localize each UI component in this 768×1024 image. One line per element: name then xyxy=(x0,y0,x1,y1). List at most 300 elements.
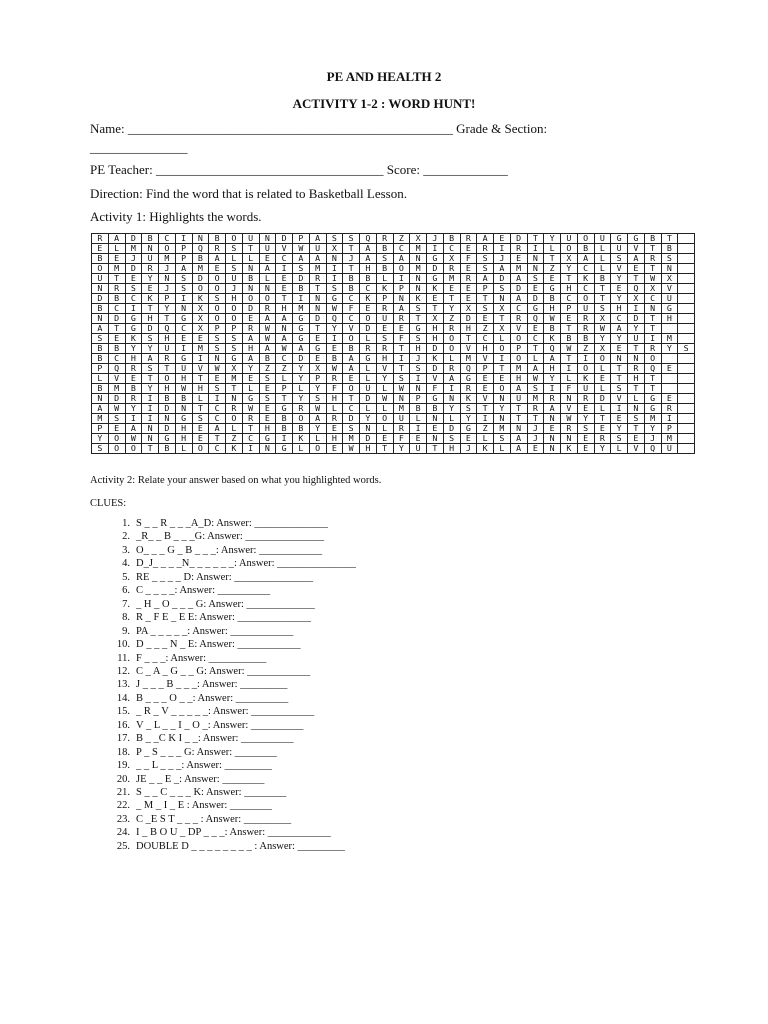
grid-cell: T xyxy=(159,314,176,324)
grid-cell: A xyxy=(343,354,360,364)
grid-row xyxy=(92,344,695,354)
grid-cell: I xyxy=(477,414,494,424)
grid-cell: M xyxy=(443,274,460,284)
grid-cell: T xyxy=(108,274,125,284)
grid-cell xyxy=(661,324,678,334)
grid-cell: Y xyxy=(142,344,159,354)
grid-cell: Y xyxy=(393,444,410,454)
grid-cell xyxy=(678,234,695,244)
grid-cell: E xyxy=(175,334,192,344)
grid-cell: T xyxy=(209,434,226,444)
grid-cell: M xyxy=(293,304,310,314)
clue-item xyxy=(116,679,288,691)
grid-cell: R xyxy=(376,234,393,244)
grid-cell: R xyxy=(644,254,661,264)
grid-cell: B xyxy=(544,324,561,334)
grid-cell: L xyxy=(594,364,611,374)
grid-cell: L xyxy=(360,334,377,344)
grid-cell: A xyxy=(494,264,511,274)
grid-cell: N xyxy=(661,264,678,274)
grid-cell: I xyxy=(276,434,293,444)
clue-text: F _ _ _: Answer: ___________ xyxy=(136,652,267,664)
clue-number: 8. xyxy=(122,612,130,624)
grid-cell: G xyxy=(293,334,310,344)
clue-item xyxy=(116,719,304,731)
grid-cell: X xyxy=(594,314,611,324)
grid-cell: I xyxy=(175,294,192,304)
grid-row xyxy=(92,304,695,314)
grid-cell: P xyxy=(376,294,393,304)
clue-text: R _ F E _ E E: Answer: ______________ xyxy=(136,612,311,624)
grid-cell: A xyxy=(293,344,310,354)
grid-cell: V xyxy=(477,394,494,404)
grid-cell: I xyxy=(628,304,645,314)
grid-cell: W xyxy=(393,384,410,394)
grid-cell: S xyxy=(443,434,460,444)
grid-cell: H xyxy=(276,304,293,314)
grid-cell: Y xyxy=(594,334,611,344)
grid-cell: N xyxy=(159,274,176,284)
grid-cell: B xyxy=(192,254,209,264)
grid-cell: A xyxy=(577,254,594,264)
clue-number: 23. xyxy=(116,813,130,825)
grid-cell: H xyxy=(427,334,444,344)
grid-cell: N xyxy=(209,354,226,364)
grid-cell: S xyxy=(108,414,125,424)
grid-cell: U xyxy=(577,384,594,394)
grid-cell: L xyxy=(443,354,460,364)
grid-row xyxy=(92,394,695,404)
clue-item xyxy=(116,733,294,745)
grid-cell: C xyxy=(443,244,460,254)
grid-cell: O xyxy=(376,414,393,424)
grid-cell: A xyxy=(477,274,494,284)
grid-cell: D xyxy=(494,274,511,284)
grid-cell: H xyxy=(159,334,176,344)
grid-cell: R xyxy=(242,414,259,424)
grid-cell: T xyxy=(309,324,326,334)
grid-cell: Z xyxy=(259,364,276,374)
grid-cell: B xyxy=(343,274,360,284)
grid-cell: I xyxy=(561,364,578,374)
grid-cell: A xyxy=(527,364,544,374)
grid-cell: L xyxy=(376,404,393,414)
grid-cell xyxy=(678,434,695,444)
grid-cell: Y xyxy=(661,344,678,354)
grid-cell: J xyxy=(460,444,477,454)
grid-cell: O xyxy=(644,354,661,364)
grid-cell: N xyxy=(309,304,326,314)
grid-cell: Y xyxy=(611,294,628,304)
grid-cell: T xyxy=(343,244,360,254)
clue-text: B _ _C K I _ _: Answer: __________ xyxy=(136,733,294,745)
grid-cell: S xyxy=(577,424,594,434)
grid-cell: K xyxy=(376,284,393,294)
grid-cell: S xyxy=(125,284,142,294)
grid-cell: P xyxy=(393,284,410,294)
grid-cell: O xyxy=(242,294,259,304)
grid-cell: S xyxy=(527,274,544,284)
grid-cell: I xyxy=(644,334,661,344)
grid-cell: A xyxy=(611,324,628,334)
grid-cell: L xyxy=(92,374,109,384)
grid-cell: I xyxy=(125,414,142,424)
grid-cell: T xyxy=(159,364,176,374)
grid-cell: Y xyxy=(644,424,661,434)
grid-cell: K xyxy=(360,294,377,304)
grid-cell: E xyxy=(460,294,477,304)
grid-cell: R xyxy=(326,414,343,424)
name-grade-line: Name: __________________________________________________ Grade & Section: xyxy=(90,121,548,136)
grid-cell: N xyxy=(309,294,326,304)
grid-cell: K xyxy=(142,294,159,304)
clue-number: 24. xyxy=(116,827,130,839)
grid-cell: E xyxy=(326,344,343,354)
grid-cell: S xyxy=(226,244,243,254)
grid-cell xyxy=(678,374,695,384)
grid-cell: L xyxy=(175,444,192,454)
grid-cell: N xyxy=(628,404,645,414)
grid-cell: Y xyxy=(460,414,477,424)
clue-text: P _ S _ _ _ G: Answer: ________ xyxy=(136,746,277,758)
grid-cell: N xyxy=(527,254,544,264)
grid-cell: S xyxy=(326,284,343,294)
clue-text: _ M _ I _ E : Answer: ________ xyxy=(136,800,272,812)
grid-cell: D xyxy=(527,294,544,304)
grid-cell: C xyxy=(644,294,661,304)
grid-cell: T xyxy=(343,394,360,404)
grid-cell: G xyxy=(226,354,243,364)
grid-cell: L xyxy=(477,434,494,444)
grid-cell: P xyxy=(92,364,109,374)
grid-cell: M xyxy=(159,254,176,264)
grid-cell: S xyxy=(175,274,192,284)
grid-cell: E xyxy=(494,234,511,244)
grid-cell xyxy=(678,314,695,324)
grid-cell: N xyxy=(443,394,460,404)
grid-cell: L xyxy=(242,384,259,394)
grade-section-line: _______________ xyxy=(90,140,188,155)
grid-cell xyxy=(678,324,695,334)
grid-cell: U xyxy=(661,294,678,304)
grid-cell: O xyxy=(159,374,176,384)
grid-cell: K xyxy=(544,334,561,344)
grid-cell: O xyxy=(577,234,594,244)
grid-cell: U xyxy=(410,444,427,454)
grid-cell: E xyxy=(242,374,259,384)
grid-cell: P xyxy=(510,344,527,354)
grid-cell: H xyxy=(561,284,578,294)
grid-cell: S xyxy=(393,374,410,384)
clue-item xyxy=(122,612,311,624)
grid-cell: E xyxy=(628,264,645,274)
grid-cell: T xyxy=(510,404,527,414)
clue-number: 15. xyxy=(116,706,130,718)
clue-number: 4. xyxy=(122,558,130,570)
grid-cell: P xyxy=(293,234,310,244)
grid-cell: S xyxy=(259,374,276,384)
grid-cell: F xyxy=(427,384,444,394)
grid-cell: C xyxy=(527,334,544,344)
grid-cell: D xyxy=(242,304,259,314)
grid-cell: D xyxy=(594,394,611,404)
grid-cell: P xyxy=(410,394,427,404)
grid-cell: V xyxy=(628,444,645,454)
grid-cell: T xyxy=(192,404,209,414)
grid-cell: B xyxy=(293,424,310,434)
grid-cell: H xyxy=(410,344,427,354)
grid-cell: I xyxy=(410,424,427,434)
grid-cell: O xyxy=(293,414,310,424)
grid-cell: L xyxy=(293,444,310,454)
grid-cell: G xyxy=(527,304,544,314)
grid-cell: E xyxy=(125,374,142,384)
grid-cell: N xyxy=(611,354,628,364)
grid-cell: H xyxy=(242,344,259,354)
grid-cell: N xyxy=(410,284,427,294)
grid-cell: V xyxy=(376,364,393,374)
grid-cell: P xyxy=(477,364,494,374)
grid-cell: A xyxy=(510,274,527,284)
grid-cell: I xyxy=(494,244,511,254)
grid-cell: B xyxy=(259,354,276,364)
grid-cell: A xyxy=(393,254,410,264)
clue-number: 13. xyxy=(116,679,130,691)
grid-cell: A xyxy=(393,304,410,314)
grid-cell: S xyxy=(678,344,695,354)
grid-cell: C xyxy=(209,404,226,414)
grid-cell: W xyxy=(276,344,293,354)
grid-cell: O xyxy=(209,274,226,284)
grid-cell: X xyxy=(661,274,678,284)
grid-cell: R xyxy=(628,364,645,374)
grid-cell: D xyxy=(628,314,645,324)
grid-cell: D xyxy=(427,364,444,374)
clue-item xyxy=(116,746,277,758)
grid-cell: Y xyxy=(544,234,561,244)
clue-item xyxy=(116,840,345,852)
grid-cell: S xyxy=(209,334,226,344)
grid-cell: L xyxy=(108,244,125,254)
grid-cell: G xyxy=(125,324,142,334)
grid-cell: A xyxy=(175,264,192,274)
grid-cell: T xyxy=(628,424,645,434)
grid-cell: I xyxy=(142,404,159,414)
grid-cell: Y xyxy=(142,384,159,394)
grid-cell: R xyxy=(108,284,125,294)
grid-cell: C xyxy=(561,294,578,304)
grid-cell: G xyxy=(242,394,259,404)
grid-cell: B xyxy=(410,404,427,414)
grid-cell: V xyxy=(510,324,527,334)
grid-cell: S xyxy=(477,254,494,264)
grid-cell: B xyxy=(577,334,594,344)
grid-cell: O xyxy=(494,384,511,394)
grid-row xyxy=(92,284,695,294)
grid-cell: N xyxy=(410,384,427,394)
grid-cell: K xyxy=(125,334,142,344)
grid-cell: N xyxy=(494,394,511,404)
grid-cell: S xyxy=(527,384,544,394)
grid-cell: O xyxy=(360,314,377,324)
grid-cell: B xyxy=(276,424,293,434)
grid-cell: R xyxy=(477,244,494,254)
grid-cell: S xyxy=(175,284,192,294)
grid-cell: C xyxy=(125,294,142,304)
grid-cell: H xyxy=(142,314,159,324)
grid-cell: B xyxy=(544,294,561,304)
grid-cell: A xyxy=(276,334,293,344)
grid-cell: Q xyxy=(108,364,125,374)
grid-cell: U xyxy=(226,274,243,284)
grid-cell: D xyxy=(510,234,527,244)
clue-number: 11. xyxy=(117,652,130,664)
grid-cell: O xyxy=(577,364,594,374)
grid-cell: S xyxy=(209,294,226,304)
grid-cell: R xyxy=(594,434,611,444)
grid-cell: D xyxy=(108,314,125,324)
grid-cell: P xyxy=(159,294,176,304)
activity2-instruction: Activity 2: Relate your answer based on what you highlighted words. xyxy=(90,475,382,486)
grid-cell: E xyxy=(460,284,477,294)
grid-cell: R xyxy=(259,304,276,314)
grid-cell: D xyxy=(142,324,159,334)
grid-cell: G xyxy=(427,254,444,264)
grid-cell: Y xyxy=(611,334,628,344)
grid-cell: E xyxy=(611,414,628,424)
grid-cell: X xyxy=(192,324,209,334)
grid-cell: P xyxy=(661,424,678,434)
grid-row xyxy=(92,294,695,304)
grid-cell: B xyxy=(293,284,310,294)
grid-cell: F xyxy=(326,384,343,394)
grid-cell: B xyxy=(108,294,125,304)
grid-cell: E xyxy=(259,414,276,424)
grid-cell: D xyxy=(159,424,176,434)
grid-cell: P xyxy=(92,424,109,434)
grid-cell: T xyxy=(477,404,494,414)
grid-cell: I xyxy=(326,274,343,284)
grid-cell: B xyxy=(594,274,611,284)
grid-cell: N xyxy=(259,444,276,454)
grid-cell: S xyxy=(661,254,678,264)
grid-cell: U xyxy=(92,274,109,284)
grid-cell: V xyxy=(343,324,360,334)
grid-cell: T xyxy=(527,234,544,244)
grid-cell: T xyxy=(628,274,645,284)
grid-cell: W xyxy=(561,344,578,354)
grid-cell: S xyxy=(494,284,511,294)
grid-cell: G xyxy=(309,344,326,354)
grid-cell: O xyxy=(226,304,243,314)
grid-cell: Y xyxy=(159,304,176,314)
grid-cell: H xyxy=(544,304,561,314)
grid-cell: X xyxy=(226,364,243,374)
grid-cell: S xyxy=(410,364,427,374)
grid-cell: J xyxy=(159,284,176,294)
grid-cell: E xyxy=(125,274,142,284)
grid-cell: V xyxy=(427,374,444,384)
grid-cell: G xyxy=(410,324,427,334)
grid-cell: B xyxy=(159,444,176,454)
grid-cell: L xyxy=(376,424,393,434)
grid-cell: T xyxy=(494,364,511,374)
grid-cell xyxy=(661,374,678,384)
grid-cell: C xyxy=(343,294,360,304)
grid-cell: L xyxy=(594,264,611,274)
grid-cell: G xyxy=(427,394,444,404)
grid-cell: E xyxy=(309,354,326,364)
grid-cell: T xyxy=(527,414,544,424)
clue-number: 16. xyxy=(116,719,130,731)
grid-cell: B xyxy=(427,404,444,414)
clue-number: 6. xyxy=(122,585,130,597)
grid-cell: N xyxy=(175,404,192,414)
grid-cell: I xyxy=(661,414,678,424)
grid-cell: A xyxy=(343,364,360,374)
grid-cell: A xyxy=(242,354,259,364)
grid-cell: D xyxy=(360,394,377,404)
grid-cell: T xyxy=(376,444,393,454)
grid-cell xyxy=(678,394,695,404)
grid-row xyxy=(92,354,695,364)
grid-cell: S xyxy=(309,394,326,404)
grid-cell: H xyxy=(226,294,243,304)
grid-cell: D xyxy=(293,354,310,364)
grid-cell: O xyxy=(259,294,276,304)
grid-cell: V xyxy=(477,354,494,364)
grid-cell: H xyxy=(544,364,561,374)
grid-cell: S xyxy=(460,404,477,414)
grid-cell: A xyxy=(92,324,109,334)
grid-cell: E xyxy=(510,254,527,264)
grid-cell: N xyxy=(142,424,159,434)
grid-cell: A xyxy=(259,264,276,274)
grid-cell: B xyxy=(142,234,159,244)
grid-cell: G xyxy=(293,324,310,334)
grid-cell: C xyxy=(209,444,226,454)
grid-cell: T xyxy=(242,424,259,434)
grid-cell: L xyxy=(561,374,578,384)
grid-cell: A xyxy=(242,334,259,344)
grid-cell: Y xyxy=(309,384,326,394)
grid-cell: P xyxy=(309,374,326,384)
grid-cell: M xyxy=(393,404,410,414)
grid-cell: E xyxy=(259,254,276,264)
grid-cell: H xyxy=(259,424,276,434)
grid-cell: B xyxy=(159,394,176,404)
clue-number: 18. xyxy=(116,746,130,758)
activity1-label: Activity 1: Highlights the words. xyxy=(90,209,262,224)
grid-cell: C xyxy=(577,264,594,274)
grid-cell xyxy=(661,354,678,364)
grid-cell: P xyxy=(175,244,192,254)
grid-cell: O xyxy=(226,414,243,424)
grid-cell: A xyxy=(477,234,494,244)
clue-item xyxy=(122,531,325,543)
grid-cell: T xyxy=(628,384,645,394)
word-search-grid xyxy=(91,233,695,454)
grid-row xyxy=(92,314,695,324)
grid-cell: E xyxy=(343,374,360,384)
grid-row xyxy=(92,424,695,434)
grid-cell: O xyxy=(393,264,410,274)
grid-cell: F xyxy=(460,254,477,264)
grid-cell: W xyxy=(125,434,142,444)
grid-cell: A xyxy=(209,424,226,434)
grid-cell: L xyxy=(293,384,310,394)
grid-cell: W xyxy=(594,324,611,334)
